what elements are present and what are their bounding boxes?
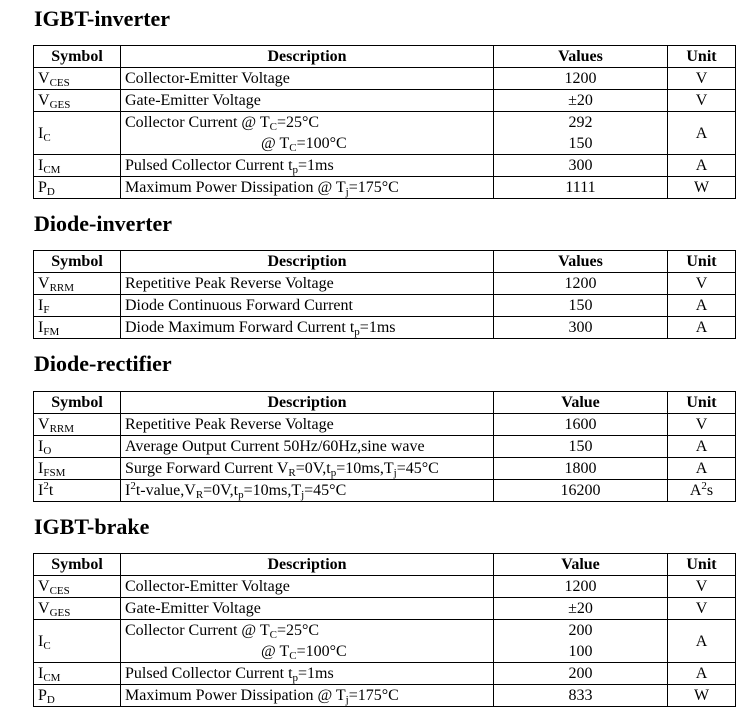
table-row [34, 273, 736, 295]
table-row [34, 90, 736, 112]
unit-cell: W [668, 177, 736, 199]
value-cell: 300 [494, 317, 668, 339]
header-values: Value [494, 392, 668, 414]
description-cell: Maximum Power Dissipation @ $T_j=175^\circ C$ [121, 177, 494, 199]
table-header-row [34, 251, 736, 273]
value-cell: 1200 [494, 576, 668, 598]
description-cell: Pulsed Collector Current $t_p=1ms$ [121, 155, 494, 177]
table-row [34, 317, 736, 339]
description-cell: $I^2t-value,V_R=0V,t_p=10ms,T_j=45^\circ C$ [121, 480, 494, 502]
description-cell: Diode Maximum Forward Current $t_p=1ms$ [121, 317, 494, 339]
symbol-cell: $I_F$ [34, 295, 121, 317]
description-cell: Repetitive Peak Reverse Voltage [121, 414, 494, 436]
description-cell: Repetitive Peak Reverse Voltage [121, 273, 494, 295]
value-cell: 1200 [494, 273, 668, 295]
header-symbol: Symbol [34, 251, 121, 273]
table-header-row [34, 46, 736, 68]
header-values: Values [494, 251, 668, 273]
description-cell: Surge Forward Current $V_R=0V,t_p=10ms,T_j=45^\circ C$ [121, 458, 494, 480]
symbol-cell: $V_{CES}$ [34, 576, 121, 598]
unit-cell: V [668, 414, 736, 436]
symbol-cell: $V_{CES}$ [34, 68, 121, 90]
symbol-cell: $I_{FM}$ [34, 317, 121, 339]
header-unit: Unit [668, 392, 736, 414]
header-unit: Unit [668, 251, 736, 273]
header-unit: Unit [668, 46, 736, 68]
symbol-cell: $I_O$ [34, 436, 121, 458]
value-cell: 1200 [494, 68, 668, 90]
symbol-cell: $P_D$ [34, 177, 121, 199]
description-cell: Diode Continuous Forward Current [121, 295, 494, 317]
value-cell: ±20 [494, 90, 668, 112]
unit-cell: V [668, 90, 736, 112]
unit-cell: A [668, 436, 736, 458]
header-description: Description [121, 46, 494, 68]
unit-cell: A [668, 458, 736, 480]
symbol-cell: $I_C$ [34, 112, 121, 155]
table-row [34, 458, 736, 480]
symbol-cell: $V_{GES}$ [34, 598, 121, 620]
table-row [34, 414, 736, 436]
table-row [34, 155, 736, 177]
symbol-cell: $P_D$ [34, 685, 121, 707]
table-row [34, 576, 736, 598]
table-row [34, 177, 736, 199]
table-row [34, 685, 736, 707]
unit-cell: V [668, 576, 736, 598]
value-cell: 200 100 [494, 620, 668, 663]
unit-cell: A [668, 295, 736, 317]
diode-inverter-table [33, 250, 736, 339]
header-symbol: Symbol [34, 392, 121, 414]
diode-rectifier-table [33, 391, 736, 502]
section-title: IGBT-brake [34, 514, 150, 539]
value-cell: 300 [494, 155, 668, 177]
value-cell: 1600 [494, 414, 668, 436]
table-row [34, 112, 736, 155]
section-title: IGBT-inverter [34, 6, 171, 31]
value-cell: 150 [494, 436, 668, 458]
table-row [34, 436, 736, 458]
table-row [34, 663, 736, 685]
description-cell: Collector-Emitter Voltage [121, 576, 494, 598]
description-cell: Collector Current @ $T_C=25^\circ C$ @ $T_C=100^\circ C$ [121, 620, 494, 663]
unit-cell: V [668, 68, 736, 90]
value-cell: ±20 [494, 598, 668, 620]
symbol-cell: $V_{RRM}$ [34, 414, 121, 436]
description-cell: Collector Current @ $T_C=25^\circ C$ @ $T_C=100^\circ C$ [121, 112, 494, 155]
header-description: Description [121, 554, 494, 576]
unit-cell: A [668, 620, 736, 663]
unit-cell: V [668, 598, 736, 620]
symbol-cell: $I_{CM}$ [34, 155, 121, 177]
unit-cell: $A^2s$ [668, 480, 736, 502]
unit-cell: V [668, 273, 736, 295]
table-header-row [34, 554, 736, 576]
header-values: Value [494, 554, 668, 576]
description-cell: Average Output Current 50Hz/60Hz,sine wave [121, 436, 494, 458]
value-cell: 833 [494, 685, 668, 707]
header-values: Values [494, 46, 668, 68]
value-cell: 150 [494, 295, 668, 317]
header-symbol: Symbol [34, 46, 121, 68]
value-cell: 16200 [494, 480, 668, 502]
table-header-row [34, 392, 736, 414]
unit-cell: A [668, 663, 736, 685]
symbol-cell: $I^2t$ [34, 480, 121, 502]
igbt-inverter-table [33, 45, 736, 199]
unit-cell: W [668, 685, 736, 707]
header-description: Description [121, 392, 494, 414]
symbol-cell: $I_{CM}$ [34, 663, 121, 685]
symbol-cell: $I_C$ [34, 620, 121, 663]
description-cell: Collector-Emitter Voltage [121, 68, 494, 90]
igbt-brake-table [33, 553, 736, 707]
description-cell: Gate-Emitter Voltage [121, 90, 494, 112]
description-cell: Gate-Emitter Voltage [121, 598, 494, 620]
table-row [34, 598, 736, 620]
value-cell: 1800 [494, 458, 668, 480]
section-title: Diode-inverter [34, 211, 173, 236]
symbol-cell: $V_{GES}$ [34, 90, 121, 112]
symbol-cell: $I_{FSM}$ [34, 458, 121, 480]
value-cell: 1111 [494, 177, 668, 199]
table-row [34, 620, 736, 663]
value-cell: 200 [494, 663, 668, 685]
table-row [34, 68, 736, 90]
section-title: Diode-rectifier [34, 351, 172, 376]
header-unit: Unit [668, 554, 736, 576]
table-row [34, 295, 736, 317]
description-cell: Pulsed Collector Current $t_p=1ms$ [121, 663, 494, 685]
unit-cell: A [668, 155, 736, 177]
description-cell: Maximum Power Dissipation @ $T_j=175^\circ C$ [121, 685, 494, 707]
table-row [34, 480, 736, 502]
value-cell: 292 150 [494, 112, 668, 155]
header-symbol: Symbol [34, 554, 121, 576]
header-description: Description [121, 251, 494, 273]
unit-cell: A [668, 112, 736, 155]
symbol-cell: $V_{RRM}$ [34, 273, 121, 295]
unit-cell: A [668, 317, 736, 339]
